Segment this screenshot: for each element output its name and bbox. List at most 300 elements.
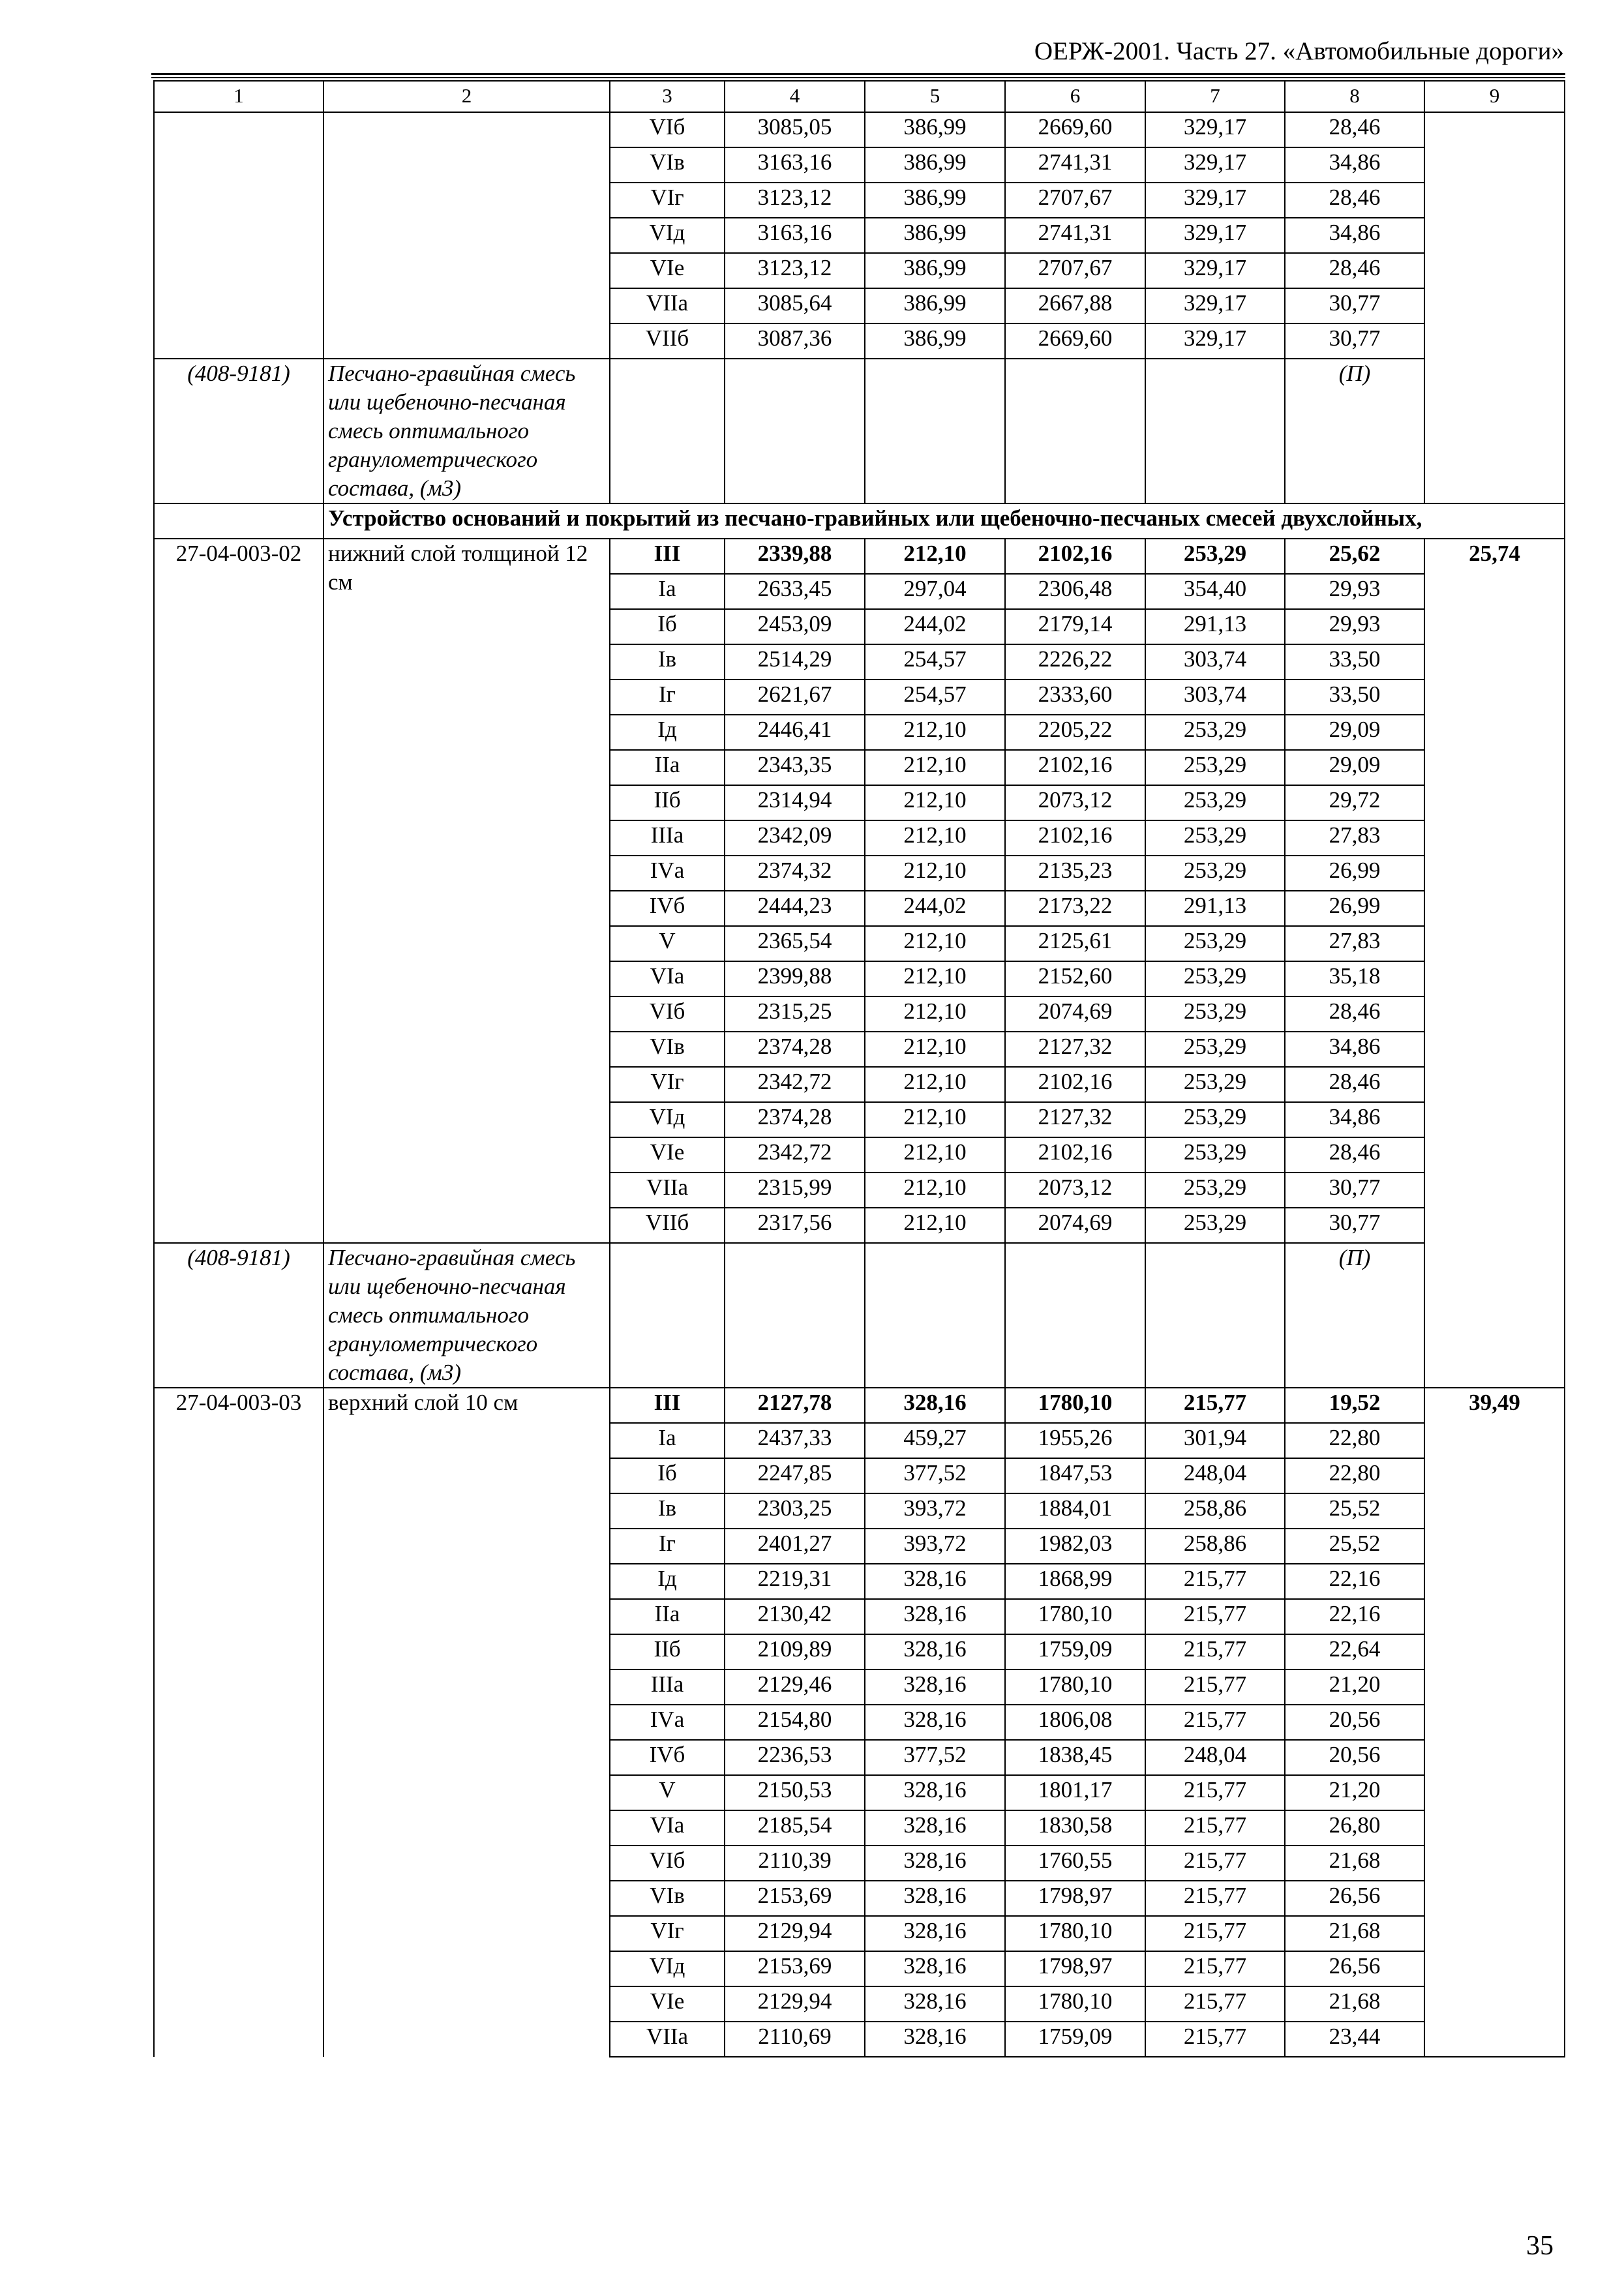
note-unit: (П) <box>1285 359 1424 503</box>
materials-cell: 25,52 <box>1285 1529 1424 1564</box>
machines-cell: 2074,69 <box>1005 996 1145 1032</box>
wages-cell: 328,16 <box>865 1881 1005 1916</box>
region-cell: Iа <box>610 1423 725 1458</box>
materials-cell: 34,86 <box>1285 1102 1424 1137</box>
machines-cell: 2707,67 <box>1005 183 1145 218</box>
driver-wages-cell: 329,17 <box>1145 288 1285 323</box>
table-row-main <box>154 539 1565 574</box>
wages-cell: 328,16 <box>865 1388 1005 1423</box>
total-cost-cell: 2150,53 <box>725 1775 865 1810</box>
materials-cell: 21,68 <box>1285 1846 1424 1881</box>
materials-cell: 21,68 <box>1285 1916 1424 1951</box>
machines-cell: 2306,48 <box>1005 574 1145 609</box>
total-cost-cell: 2342,72 <box>725 1137 865 1173</box>
wages-cell: 212,10 <box>865 996 1005 1032</box>
total-cost-cell: 2110,69 <box>725 2022 865 2057</box>
region-cell: IIб <box>610 1634 725 1669</box>
wages-cell: 212,10 <box>865 961 1005 996</box>
wages-cell: 212,10 <box>865 926 1005 961</box>
wages-cell: 328,16 <box>865 1669 1005 1705</box>
wages-cell: 212,10 <box>865 785 1005 820</box>
region-cell: VIд <box>610 1102 725 1137</box>
wages-cell: 254,57 <box>865 680 1005 715</box>
materials-cell: 29,93 <box>1285 609 1424 644</box>
machines-cell: 2102,16 <box>1005 1067 1145 1102</box>
driver-wages-cell: 329,17 <box>1145 147 1285 183</box>
total-cost-cell: 2365,54 <box>725 926 865 961</box>
empty-cell <box>865 1243 1005 1388</box>
driver-wages-cell: 253,29 <box>1145 1102 1285 1137</box>
driver-wages-cell: 253,29 <box>1145 996 1285 1032</box>
total-cost-cell: 2109,89 <box>725 1634 865 1669</box>
total-cost-cell: 3087,36 <box>725 323 865 359</box>
driver-wages-cell: 329,17 <box>1145 183 1285 218</box>
wages-cell: 212,10 <box>865 1032 1005 1067</box>
materials-cell: 34,86 <box>1285 1032 1424 1067</box>
header-rule <box>151 73 1565 75</box>
empty-cell <box>610 1243 725 1388</box>
total-cost-cell: 2129,94 <box>725 1986 865 2022</box>
region-cell: VIв <box>610 1881 725 1916</box>
region-cell: Iв <box>610 1493 725 1529</box>
machines-cell: 2073,12 <box>1005 1173 1145 1208</box>
total-cost-cell: 2514,29 <box>725 644 865 680</box>
region-cell: VIе <box>610 1986 725 2022</box>
region-cell: VIб <box>610 112 725 147</box>
driver-wages-cell: 253,29 <box>1145 1137 1285 1173</box>
code-cell: 27-04-003-03 <box>154 1388 323 2057</box>
column-number: 9 <box>1424 81 1565 112</box>
total-cost-cell: 2219,31 <box>725 1564 865 1599</box>
driver-wages-cell: 258,86 <box>1145 1529 1285 1564</box>
wages-cell: 459,27 <box>865 1423 1005 1458</box>
wages-cell: 328,16 <box>865 1634 1005 1669</box>
driver-wages-cell: 253,29 <box>1145 785 1285 820</box>
total-cost-cell: 2129,94 <box>725 1916 865 1951</box>
wages-cell: 328,16 <box>865 2022 1005 2057</box>
wages-cell: 377,52 <box>865 1458 1005 1493</box>
materials-cell: 30,77 <box>1285 1173 1424 1208</box>
materials-cell: 27,83 <box>1285 820 1424 856</box>
materials-cell: 22,80 <box>1285 1423 1424 1458</box>
materials-cell: 34,86 <box>1285 218 1424 253</box>
wages-cell: 328,16 <box>865 1916 1005 1951</box>
region-cell: VIд <box>610 218 725 253</box>
materials-cell: 22,16 <box>1285 1564 1424 1599</box>
region-cell: IVа <box>610 856 725 891</box>
total-cost-cell: 2247,85 <box>725 1458 865 1493</box>
driver-wages-cell: 215,77 <box>1145 1388 1285 1423</box>
machines-cell: 1780,10 <box>1005 1599 1145 1634</box>
column-number: 1 <box>154 81 323 112</box>
region-cell: VIе <box>610 253 725 288</box>
region-cell: VIб <box>610 996 725 1032</box>
region-cell: Iд <box>610 1564 725 1599</box>
driver-wages-cell: 253,29 <box>1145 750 1285 785</box>
region-cell: III <box>610 1388 725 1423</box>
machines-cell: 2226,22 <box>1005 644 1145 680</box>
driver-wages-cell: 253,29 <box>1145 820 1285 856</box>
machines-cell: 2074,69 <box>1005 1208 1145 1243</box>
materials-cell: 21,20 <box>1285 1775 1424 1810</box>
region-cell: IIб <box>610 785 725 820</box>
machines-cell: 2135,23 <box>1005 856 1145 891</box>
empty-cell <box>725 1243 865 1388</box>
region-cell: IVб <box>610 891 725 926</box>
total-cost-cell: 3085,64 <box>725 288 865 323</box>
region-cell: IIа <box>610 750 725 785</box>
machines-cell: 2669,60 <box>1005 323 1145 359</box>
materials-cell: 28,46 <box>1285 1067 1424 1102</box>
machines-cell: 2707,67 <box>1005 253 1145 288</box>
materials-cell: 29,09 <box>1285 715 1424 750</box>
region-cell: VIв <box>610 147 725 183</box>
machines-cell: 2127,32 <box>1005 1032 1145 1067</box>
materials-cell: 34,86 <box>1285 147 1424 183</box>
driver-wages-cell: 215,77 <box>1145 1846 1285 1881</box>
machines-cell: 2741,31 <box>1005 147 1145 183</box>
machines-cell: 1780,10 <box>1005 1388 1145 1423</box>
wages-cell: 328,16 <box>865 1986 1005 2022</box>
driver-wages-cell: 215,77 <box>1145 1705 1285 1740</box>
total-cost-cell: 2621,67 <box>725 680 865 715</box>
region-cell: IIIа <box>610 820 725 856</box>
total-cost-cell: 2343,35 <box>725 750 865 785</box>
wages-cell: 386,99 <box>865 183 1005 218</box>
region-cell: VIе <box>610 1137 725 1173</box>
region-cell: VIа <box>610 1810 725 1846</box>
wages-cell: 328,16 <box>865 1846 1005 1881</box>
empty-cell <box>1005 359 1145 503</box>
machines-cell: 1982,03 <box>1005 1529 1145 1564</box>
empty-cell <box>725 359 865 503</box>
machines-cell: 1868,99 <box>1005 1564 1145 1599</box>
total-cost-cell: 2453,09 <box>725 609 865 644</box>
machines-cell: 2073,12 <box>1005 785 1145 820</box>
machines-cell: 1760,55 <box>1005 1846 1145 1881</box>
column-number: 4 <box>725 81 865 112</box>
total-cost-cell: 3123,12 <box>725 253 865 288</box>
driver-wages-cell: 248,04 <box>1145 1740 1285 1775</box>
driver-wages-cell: 215,77 <box>1145 2022 1285 2057</box>
machines-cell: 1798,97 <box>1005 1881 1145 1916</box>
machines-cell: 2741,31 <box>1005 218 1145 253</box>
driver-wages-cell: 253,29 <box>1145 539 1285 574</box>
total-cost-cell: 2374,28 <box>725 1102 865 1137</box>
column-number: 5 <box>865 81 1005 112</box>
region-cell: VIг <box>610 183 725 218</box>
total-cost-cell: 2153,69 <box>725 1951 865 1986</box>
wages-cell: 377,52 <box>865 1740 1005 1775</box>
machines-cell: 1759,09 <box>1005 1634 1145 1669</box>
machines-cell: 2179,14 <box>1005 609 1145 644</box>
total-cost-cell: 2303,25 <box>725 1493 865 1529</box>
total-cost-cell: 3163,16 <box>725 218 865 253</box>
driver-wages-cell: 291,13 <box>1145 609 1285 644</box>
wages-cell: 386,99 <box>865 147 1005 183</box>
wages-cell: 212,10 <box>865 715 1005 750</box>
total-cost-cell: 2342,72 <box>725 1067 865 1102</box>
wages-cell: 393,72 <box>865 1493 1005 1529</box>
machines-cell: 1780,10 <box>1005 1986 1145 2022</box>
empty-cell <box>865 359 1005 503</box>
driver-wages-cell: 329,17 <box>1145 323 1285 359</box>
note-code: (408-9181) <box>154 359 323 503</box>
materials-cell: 28,46 <box>1285 112 1424 147</box>
driver-wages-cell: 329,17 <box>1145 253 1285 288</box>
region-cell: Iг <box>610 680 725 715</box>
driver-wages-cell: 291,13 <box>1145 891 1285 926</box>
machines-cell: 1806,08 <box>1005 1705 1145 1740</box>
empty-cell <box>1145 359 1285 503</box>
driver-wages-cell: 303,74 <box>1145 644 1285 680</box>
total-cost-cell: 2437,33 <box>725 1423 865 1458</box>
machines-cell: 1801,17 <box>1005 1775 1145 1810</box>
region-cell: IIIа <box>610 1669 725 1705</box>
driver-wages-cell: 258,86 <box>1145 1493 1285 1529</box>
driver-wages-cell: 303,74 <box>1145 680 1285 715</box>
region-cell: VIа <box>610 961 725 996</box>
region-cell: V <box>610 1775 725 1810</box>
wages-cell: 212,10 <box>865 1102 1005 1137</box>
driver-wages-cell: 215,77 <box>1145 1599 1285 1634</box>
wages-cell: 212,10 <box>865 856 1005 891</box>
driver-wages-cell: 215,77 <box>1145 1881 1285 1916</box>
wages-cell: 393,72 <box>865 1529 1005 1564</box>
machines-cell: 1780,10 <box>1005 1916 1145 1951</box>
wages-cell: 386,99 <box>865 218 1005 253</box>
materials-cell: 20,56 <box>1285 1705 1424 1740</box>
materials-cell: 28,46 <box>1285 996 1424 1032</box>
empty-cell <box>610 359 725 503</box>
region-cell: Iг <box>610 1529 725 1564</box>
machines-cell: 1780,10 <box>1005 1669 1145 1705</box>
wages-cell: 328,16 <box>865 1705 1005 1740</box>
machines-cell: 2102,16 <box>1005 539 1145 574</box>
wages-cell: 212,10 <box>865 1173 1005 1208</box>
header-rule-secondary <box>151 77 1565 78</box>
wages-cell: 254,57 <box>865 644 1005 680</box>
region-cell: VIг <box>610 1916 725 1951</box>
materials-cell: 19,52 <box>1285 1388 1424 1423</box>
page-number: 35 <box>1526 2231 1554 2261</box>
materials-cell: 33,50 <box>1285 644 1424 680</box>
region-cell: VIг <box>610 1067 725 1102</box>
region-cell: VIIб <box>610 1208 725 1243</box>
driver-wages-cell: 215,77 <box>1145 1564 1285 1599</box>
code-cell <box>154 112 323 359</box>
total-cost-cell: 2633,45 <box>725 574 865 609</box>
wages-cell: 212,10 <box>865 820 1005 856</box>
machines-cell: 1759,09 <box>1005 2022 1145 2057</box>
column-number: 8 <box>1285 81 1424 112</box>
machines-cell: 2102,16 <box>1005 820 1145 856</box>
note-unit: (П) <box>1285 1243 1424 1388</box>
driver-wages-cell: 253,29 <box>1145 926 1285 961</box>
driver-wages-cell: 215,77 <box>1145 1916 1285 1951</box>
materials-cell: 28,46 <box>1285 253 1424 288</box>
driver-wages-cell: 329,17 <box>1145 218 1285 253</box>
driver-wages-cell: 215,77 <box>1145 1951 1285 1986</box>
region-cell: VIIб <box>610 323 725 359</box>
labor-cell <box>1424 112 1565 503</box>
driver-wages-cell: 253,29 <box>1145 1173 1285 1208</box>
driver-wages-cell: 253,29 <box>1145 1032 1285 1067</box>
driver-wages-cell: 248,04 <box>1145 1458 1285 1493</box>
machines-cell: 2152,60 <box>1005 961 1145 996</box>
total-cost-cell: 2154,80 <box>725 1705 865 1740</box>
materials-cell: 33,50 <box>1285 680 1424 715</box>
driver-wages-cell: 253,29 <box>1145 961 1285 996</box>
materials-cell: 26,80 <box>1285 1810 1424 1846</box>
table-row <box>154 112 1565 147</box>
wages-cell: 244,02 <box>865 609 1005 644</box>
materials-cell: 22,64 <box>1285 1634 1424 1669</box>
labor-cell: 39,49 <box>1424 1388 1565 2057</box>
description-cell: верхний слой 10 см <box>323 1388 610 2057</box>
code-cell: 27-04-003-02 <box>154 539 323 1243</box>
wages-cell: 244,02 <box>865 891 1005 926</box>
column-number: 3 <box>610 81 725 112</box>
region-cell: VIIа <box>610 2022 725 2057</box>
total-cost-cell: 2236,53 <box>725 1740 865 1775</box>
total-cost-cell: 3085,05 <box>725 112 865 147</box>
page-header: ОЕРЖ-2001. Часть 27. «Автомобильные дороги» <box>1034 37 1564 65</box>
driver-wages-cell: 301,94 <box>1145 1423 1285 1458</box>
materials-cell: 35,18 <box>1285 961 1424 996</box>
driver-wages-cell: 215,77 <box>1145 1810 1285 1846</box>
driver-wages-cell: 354,40 <box>1145 574 1285 609</box>
materials-cell: 29,09 <box>1285 750 1424 785</box>
machines-cell: 1838,45 <box>1005 1740 1145 1775</box>
wages-cell: 328,16 <box>865 1564 1005 1599</box>
region-cell: IIа <box>610 1599 725 1634</box>
materials-cell: 25,52 <box>1285 1493 1424 1529</box>
total-cost-cell: 2185,54 <box>725 1810 865 1846</box>
region-cell: VIIа <box>610 288 725 323</box>
region-cell: III <box>610 539 725 574</box>
total-cost-cell: 2446,41 <box>725 715 865 750</box>
total-cost-cell: 2339,88 <box>725 539 865 574</box>
machines-cell: 2125,61 <box>1005 926 1145 961</box>
region-cell: VIд <box>610 1951 725 1986</box>
section-title: Устройство оснований и покрытий из песчано-гравийных или щебеночно-песчаных смесей двухслойных, <box>323 503 1565 539</box>
table-row-main <box>154 1388 1565 1423</box>
region-cell: Iа <box>610 574 725 609</box>
rates-table <box>153 80 1565 2057</box>
total-cost-cell: 2314,94 <box>725 785 865 820</box>
wages-cell: 386,99 <box>865 112 1005 147</box>
materials-cell: 25,62 <box>1285 539 1424 574</box>
machines-cell: 1830,58 <box>1005 1810 1145 1846</box>
total-cost-cell: 2130,42 <box>725 1599 865 1634</box>
total-cost-cell: 2315,99 <box>725 1173 865 1208</box>
driver-wages-cell: 215,77 <box>1145 1669 1285 1705</box>
labor-cell: 25,74 <box>1424 539 1565 1388</box>
materials-cell: 22,16 <box>1285 1599 1424 1634</box>
region-cell: Iв <box>610 644 725 680</box>
materials-cell: 26,56 <box>1285 1881 1424 1916</box>
total-cost-cell: 2399,88 <box>725 961 865 996</box>
driver-wages-cell: 215,77 <box>1145 1634 1285 1669</box>
wages-cell: 212,10 <box>865 539 1005 574</box>
total-cost-cell: 2342,09 <box>725 820 865 856</box>
note-text: Песчано-гравийная смесь или щебеночно-песчаная смесь оптимального гранулометрического состава, (м3) <box>323 359 610 503</box>
material-note-row <box>154 1243 1565 1388</box>
materials-cell: 29,93 <box>1285 574 1424 609</box>
wages-cell: 212,10 <box>865 750 1005 785</box>
wages-cell: 386,99 <box>865 288 1005 323</box>
region-cell: Iд <box>610 715 725 750</box>
note-code: (408-9181) <box>154 1243 323 1388</box>
materials-cell: 28,46 <box>1285 1137 1424 1173</box>
empty-cell <box>1005 1243 1145 1388</box>
machines-cell: 2102,16 <box>1005 1137 1145 1173</box>
empty-cell <box>154 503 323 539</box>
machines-cell: 2669,60 <box>1005 112 1145 147</box>
column-number-row <box>154 81 1565 112</box>
materials-cell: 22,80 <box>1285 1458 1424 1493</box>
machines-cell: 2333,60 <box>1005 680 1145 715</box>
total-cost-cell: 2315,25 <box>725 996 865 1032</box>
machines-cell: 1884,01 <box>1005 1493 1145 1529</box>
region-cell: Iб <box>610 609 725 644</box>
total-cost-cell: 3163,16 <box>725 147 865 183</box>
machines-cell: 1798,97 <box>1005 1951 1145 1986</box>
materials-cell: 21,68 <box>1285 1986 1424 2022</box>
materials-cell: 29,72 <box>1285 785 1424 820</box>
materials-cell: 30,77 <box>1285 288 1424 323</box>
total-cost-cell: 2444,23 <box>725 891 865 926</box>
machines-cell: 2127,32 <box>1005 1102 1145 1137</box>
materials-cell: 30,77 <box>1285 323 1424 359</box>
wages-cell: 328,16 <box>865 1951 1005 1986</box>
wages-cell: 328,16 <box>865 1810 1005 1846</box>
wages-cell: 212,10 <box>865 1067 1005 1102</box>
machines-cell: 2667,88 <box>1005 288 1145 323</box>
machines-cell: 1847,53 <box>1005 1458 1145 1493</box>
machines-cell: 2173,22 <box>1005 891 1145 926</box>
materials-cell: 28,46 <box>1285 183 1424 218</box>
driver-wages-cell: 215,77 <box>1145 1986 1285 2022</box>
machines-cell: 2205,22 <box>1005 715 1145 750</box>
column-number: 6 <box>1005 81 1145 112</box>
wages-cell: 328,16 <box>865 1599 1005 1634</box>
wages-cell: 328,16 <box>865 1775 1005 1810</box>
region-cell: IVа <box>610 1705 725 1740</box>
total-cost-cell: 3123,12 <box>725 183 865 218</box>
region-cell: VIIа <box>610 1173 725 1208</box>
empty-cell <box>1145 1243 1285 1388</box>
driver-wages-cell: 329,17 <box>1145 112 1285 147</box>
driver-wages-cell: 215,77 <box>1145 1775 1285 1810</box>
region-cell: Iб <box>610 1458 725 1493</box>
wages-cell: 212,10 <box>865 1208 1005 1243</box>
materials-cell: 30,77 <box>1285 1208 1424 1243</box>
driver-wages-cell: 253,29 <box>1145 1208 1285 1243</box>
region-cell: VIв <box>610 1032 725 1067</box>
region-cell: V <box>610 926 725 961</box>
section-title-row <box>154 503 1565 539</box>
total-cost-cell: 2374,32 <box>725 856 865 891</box>
wages-cell: 386,99 <box>865 323 1005 359</box>
description-cell <box>323 112 610 359</box>
wages-cell: 297,04 <box>865 574 1005 609</box>
region-cell: VIб <box>610 1846 725 1881</box>
wages-cell: 386,99 <box>865 253 1005 288</box>
total-cost-cell: 2129,46 <box>725 1669 865 1705</box>
total-cost-cell: 2317,56 <box>725 1208 865 1243</box>
